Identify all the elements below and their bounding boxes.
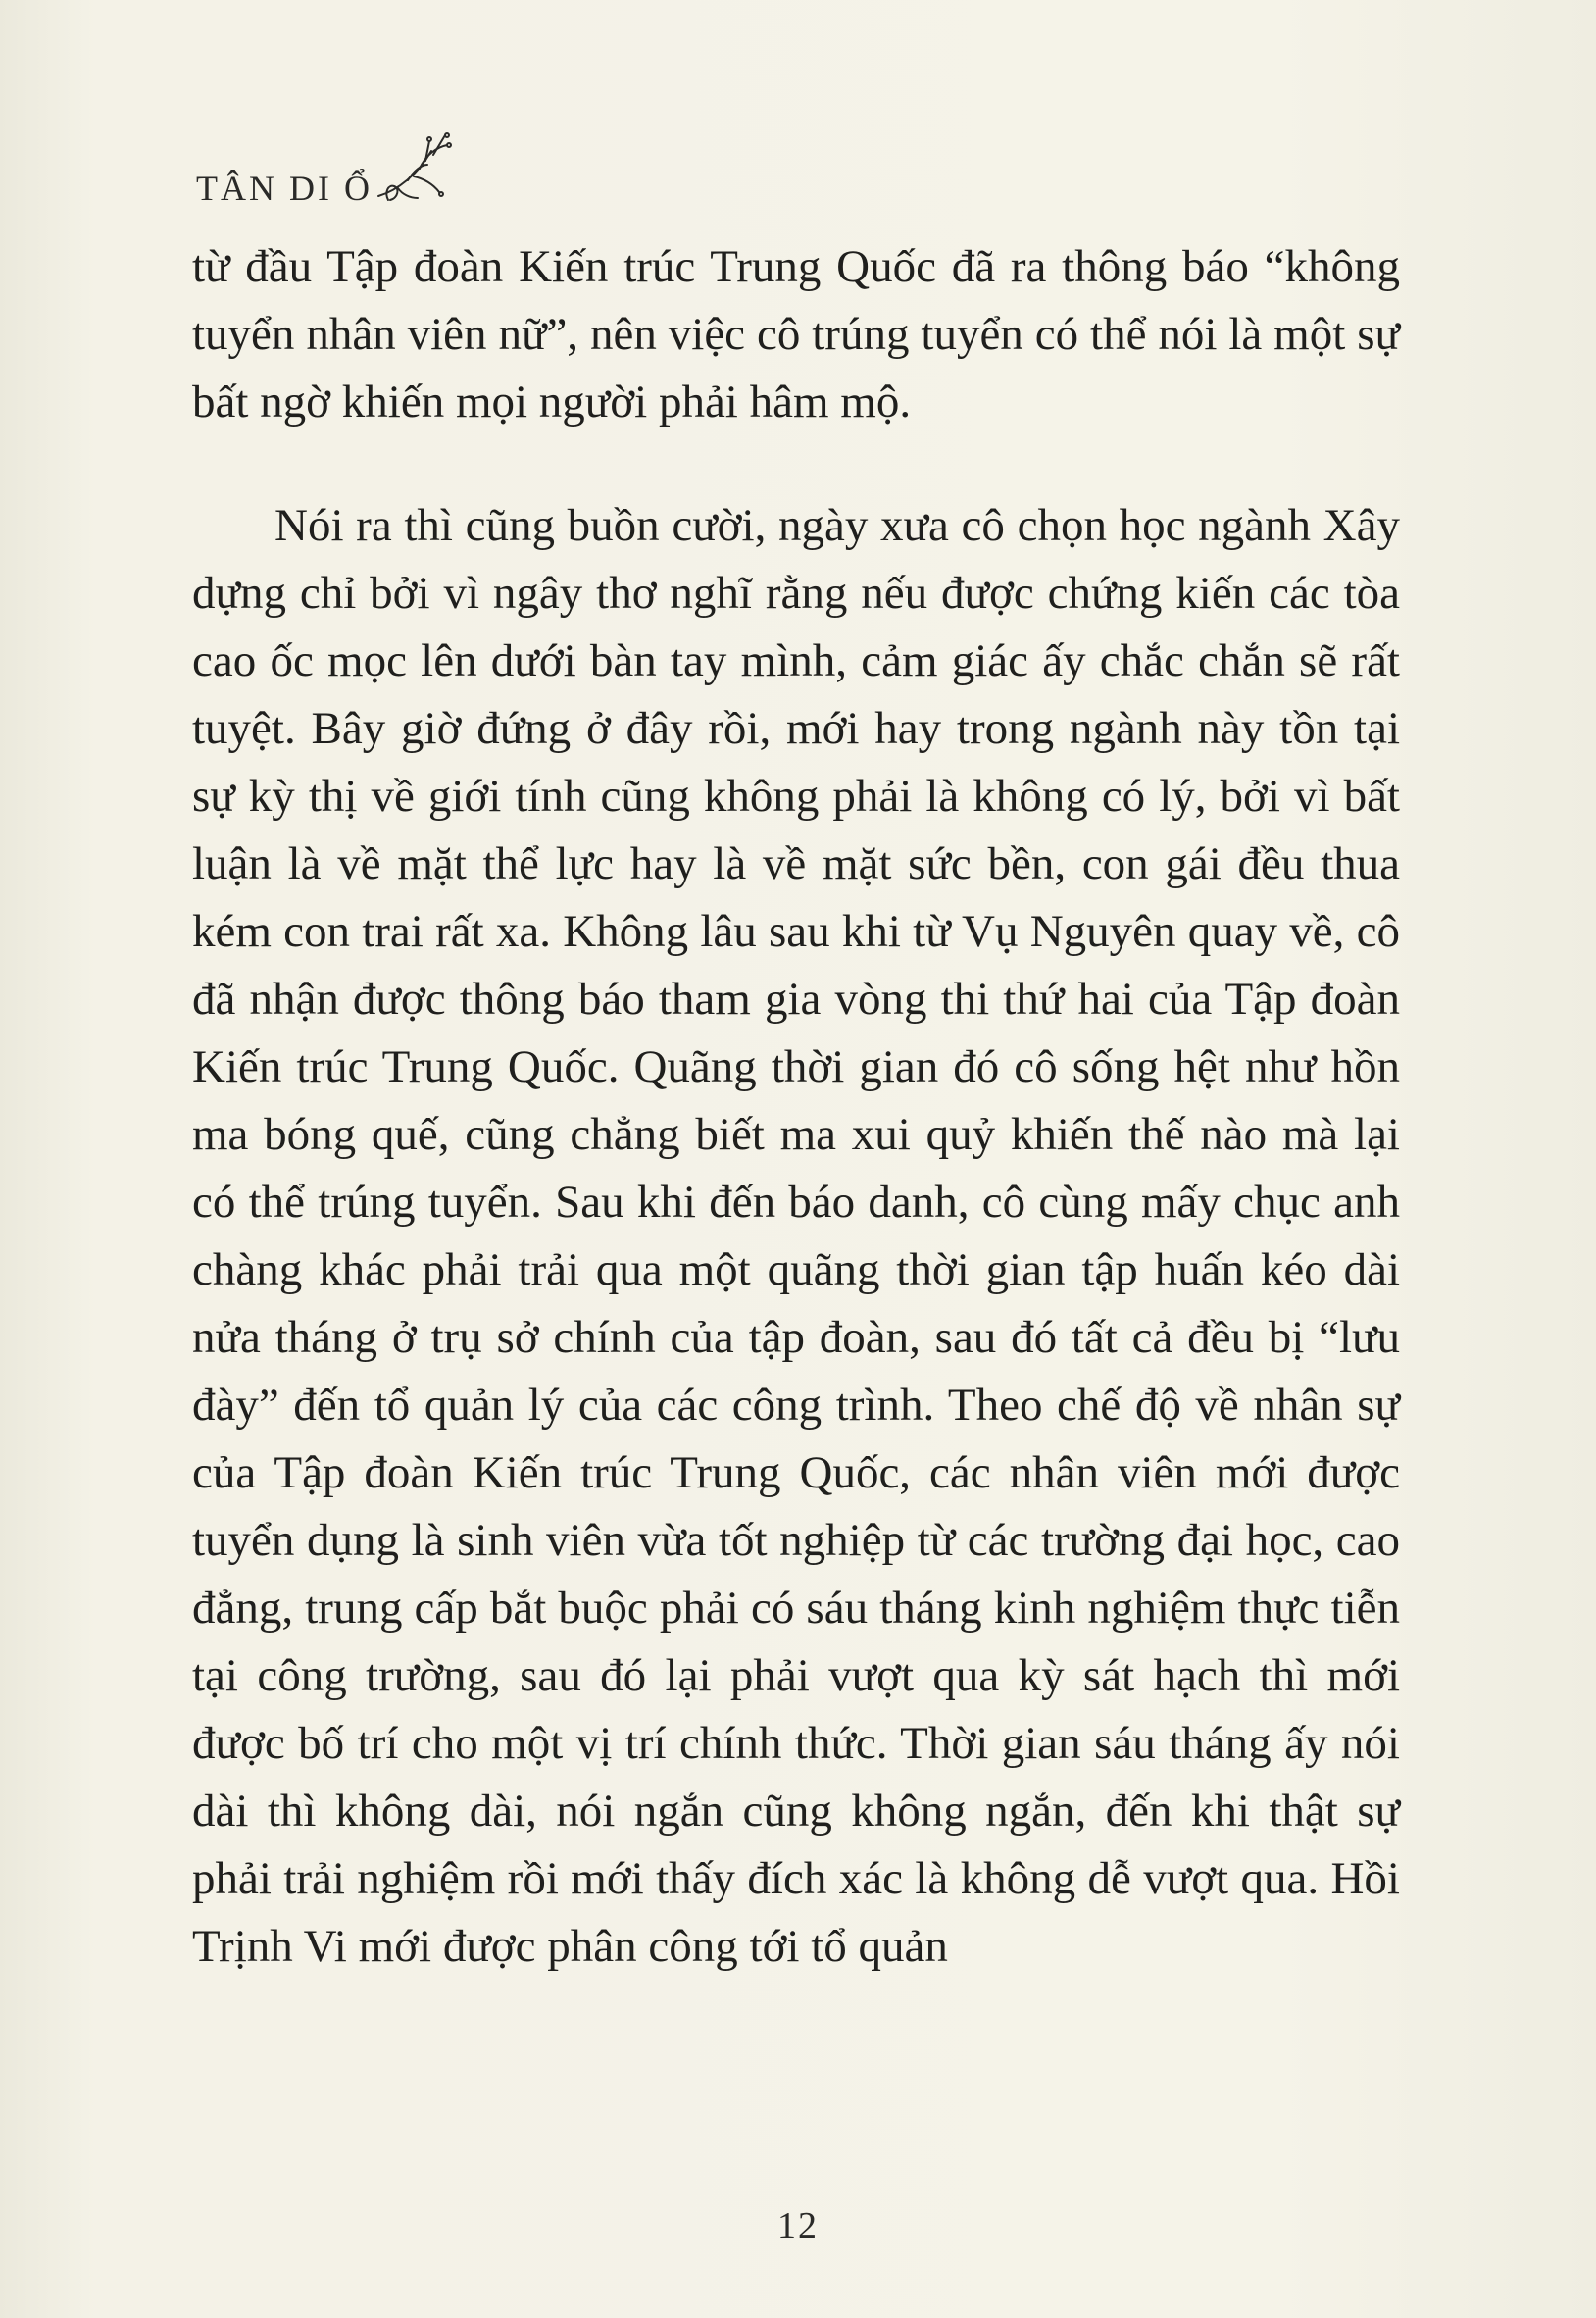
running-header: [196, 147, 467, 206]
author-name: TÂN DI Ổ: [196, 169, 373, 208]
body-text: [192, 233, 1400, 1981]
sprig-icon: [369, 131, 467, 210]
paragraph-main: Nói ra thì cũng buồn cười, ngày xưa cô chọn học ngành Xây dựng chỉ bởi vì ngây thơ nghĩ rằng nếu được chứng kiến các tòa cao ốc mọc lên dưới bàn tay mình, cảm giác ấy chắc chắn sẽ rất tuyệt. Bây giờ đứng ở đây rồi, mới hay trong ngành này tồn tại sự kỳ thị về giới tính cũng không phải là không có lý, bởi vì bất luận là về mặt thể lực hay là về mặt sức bền, con gái đều thua kém con trai rất xa. Không lâu sau khi từ Vụ Nguyên quay về, cô đã nhận được thông báo tham gia vòng thi thứ hai của Tập đoàn Kiến trúc Trung Quốc. Quãng thời gian đó cô sống hệt như hồn ma bóng quế, cũng chẳng biết ma xui quỷ khiến thế nào mà lại có thể trúng tuyển. Sau khi đến báo danh, cô cùng mấy chục anh chàng khác phải trải qua một quãng thời gian tập huấn kéo dài nửa tháng ở trụ sở chính của tập đoàn, sau đó tất cả đều bị “lưu đày” đến tổ quản lý của các công trình. Theo chế độ về nhân sự của Tập đoàn Kiến trúc Trung Quốc, các nhân viên mới được tuyển dụng là sinh viên vừa tốt nghiệp từ các trường đại học, cao đẳng, trung cấp bắt buộc phải có sáu tháng kinh nghiệm thực tiễn tại công trường, sau đó lại phải vượt qua kỳ sát hạch thì mới được bố trí cho một vị trí chính thức. Thời gian sáu tháng ấy nói dài thì không dài, nói ngắn cũng không ngắn, đến khi thật sự phải trải nghiệm rồi mới thấy đích xác là không dễ vượt qua. Hồi Trịnh Vi mới được phân công tới tổ quản: [192, 500, 1400, 1972]
page-number: 12: [777, 2205, 819, 2246]
paragraph-continued: từ đầu Tập đoàn Kiến trúc Trung Quốc đã ra thông báo “không tuyển nhân viên nữ”, nên việc cô trúng tuyển có thể nói là một sự bất ngờ khiến mọi người phải hâm mộ.: [192, 241, 1400, 428]
